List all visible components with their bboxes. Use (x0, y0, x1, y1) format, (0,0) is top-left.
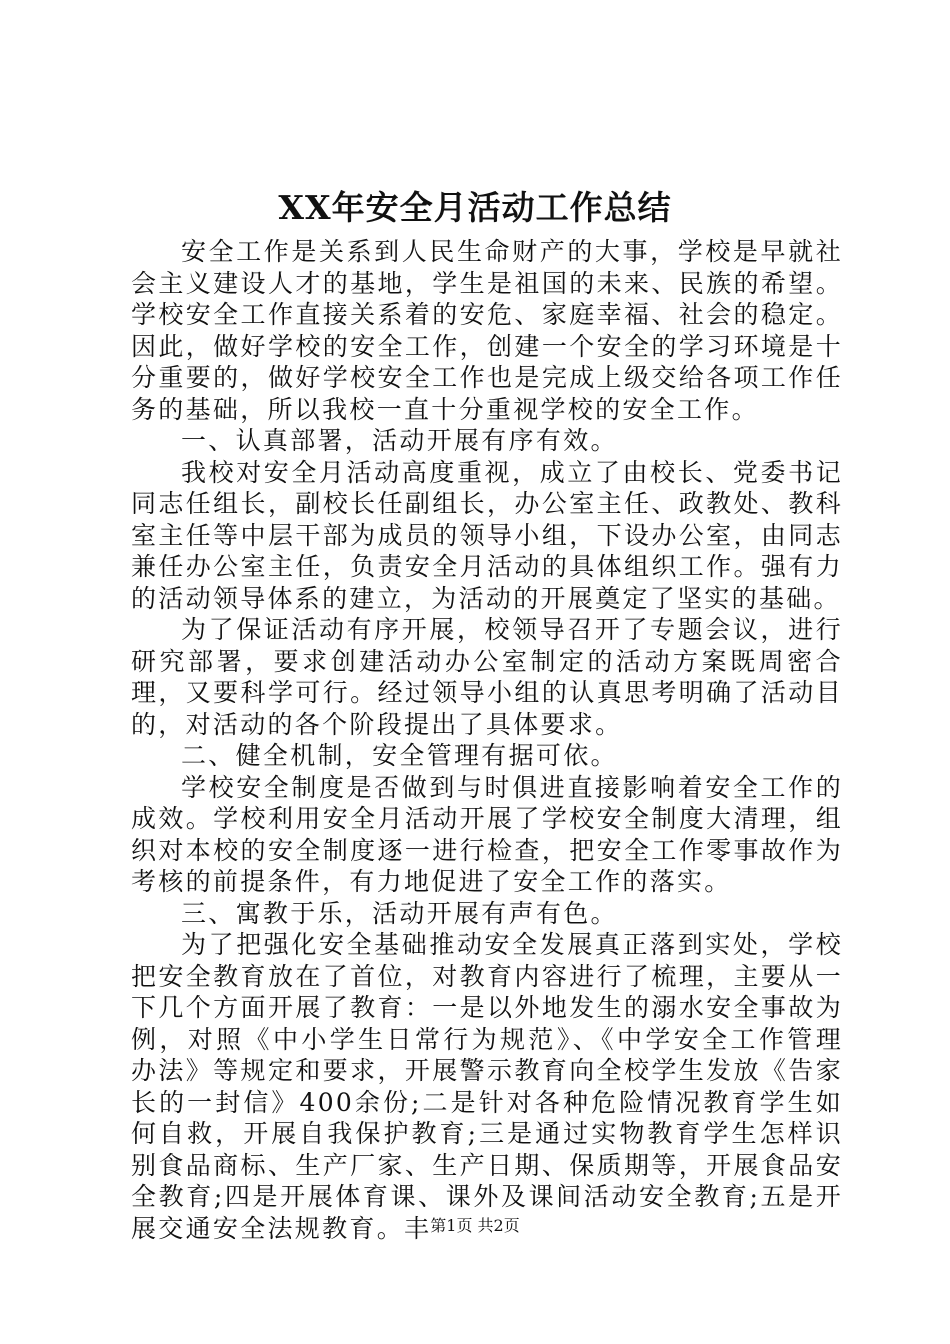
paragraph-section-3: 为了把强化安全基础推动安全发展真正落到实处，学校把安全教育放在了首位，对教育内容进行了梳理，主要从一下几个方面开展了教育：一是以外地发生的溺水安全事故为例，对照《中小学生日常行为规范》、《中学安全工作管理办法》等规定和要求，开展警示教育向全校学生发放《告家长的一封信》400余份;二是针对各种危险情况教育学生如何自救，开展自我保护教育;三是通过实物教育学生怎样识别食品商标、生产厂家、生产日期、保质期等，开展食品安全教育;四是开展体育课、课外及课间活动安全教育;五是开展交通安全法规教育。丰 (131, 930, 843, 1243)
paragraph-section-1b: 为了保证活动有序开展，校领导召开了专题会议，进行研究部署，要求创建活动办公室制定的活动方案既周密合理，又要科学可行。经过领导小组的认真思考明确了活动目的，对活动的各个阶段提出了具体要求。 (131, 615, 843, 739)
section-heading-2: 二、健全机制，安全管理有据可依。 (181, 741, 618, 770)
paragraph-section-1a: 我校对安全月活动高度重视，成立了由校长、党委书记同志任组长，副校长任副组长，办公室主任、政教处、教科室主任等中层干部为成员的领导小组，下设办公室，由同志兼任办公室主任，负责安全月活动的具体组织工作。强有力的活动领导体系的建立，为活动的开展奠定了坚实的基础。 (131, 457, 843, 613)
paragraph-section-2: 学校安全制度是否做到与时俱进直接影响着安全工作的成效。学校利用安全月活动开展了学校安全制度大清理，组织对本校的安全制度逐一进行检查，把安全工作零事故作为考核的前提条件，有力地促进了安全工作的落实。 (131, 772, 843, 896)
page-footer: 第1页 共2页 (430, 1216, 520, 1235)
document-title: XX年安全月活动工作总结 (278, 188, 672, 227)
section-heading-1: 一、认真部署，活动开展有序有效。 (181, 426, 618, 455)
document-body (131, 236, 843, 1244)
section-heading-3: 三、寓教于乐，活动开展有声有色。 (181, 898, 618, 928)
paragraph-intro: 安全工作是关系到人民生命财产的大事，学校是早就社会主义建设人才的基地，学生是祖国的未来、民族的希望。学校安全工作直接关系着的安危、家庭幸福、社会的稳定。因此，做好学校的安全工作，创建一个安全的学习环境是十分重要的，做好学校安全工作也是完成上级交给各项工作任务的基础，所以我校一直十分重视学校的安全工作。 (131, 237, 843, 424)
